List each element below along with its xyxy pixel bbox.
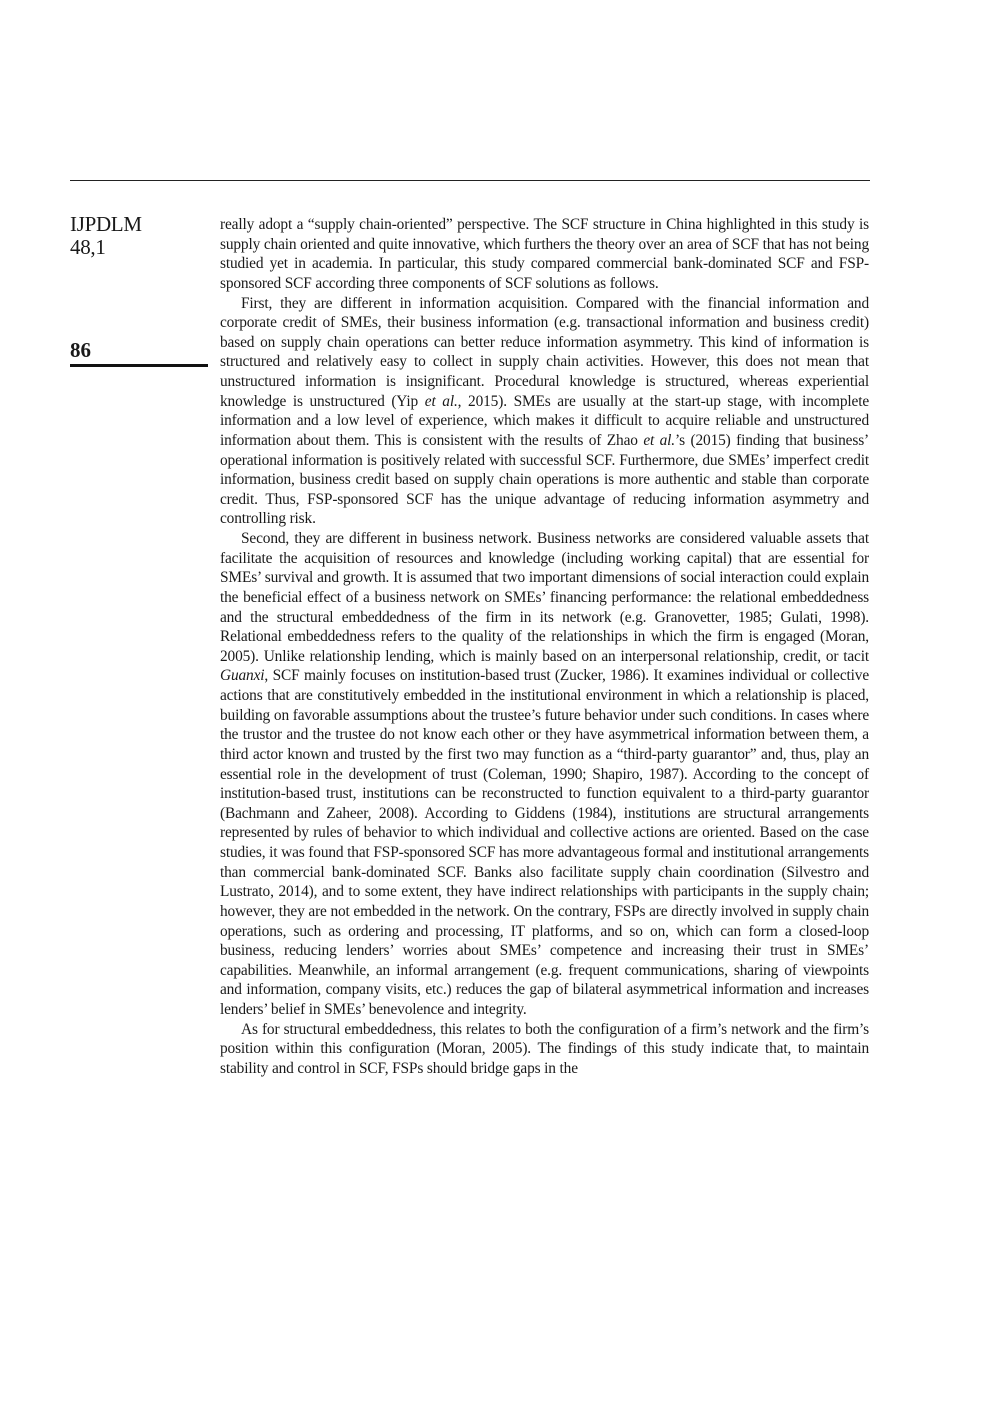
text-run: ’s (2015) finding that business’ operational information is positively related with successful SCF. Furthermore, due SMEs’ imperfect credit information, business credit based on supply chain operations is more authentic and stable than corporate credit. Thus, FSP-sponsored SCF has the unique advantage of reducing information asymmetry and controlling risk. bbox=[220, 431, 870, 528]
italic-run: et al. bbox=[424, 392, 458, 410]
paragraph-1 bbox=[220, 215, 869, 294]
page-number-rule bbox=[70, 364, 208, 367]
paragraph-3 bbox=[220, 529, 869, 1020]
text-run: really adopt a “supply chain-oriented” perspective. The SCF structure in China highlighted in this study is supply chain oriented and quite innovative, which furthers the theory over an area of SCF that has not being studied yet in academia. In particular, this study compared commercial bank-dominated SCF and FSP-sponsored SCF according three components of SCF solutions as follows. bbox=[220, 216, 869, 292]
paragraph-4 bbox=[220, 1020, 869, 1079]
page-number: 86 bbox=[70, 338, 91, 362]
text-run: As for structural embeddedness, this relates to both the configuration of a firm’s network and the firm’s position within this configuration (Moran, 2005). The findings of this study indicate that, to maintain stability and control in SCF, FSPs should bridge gaps in the bbox=[220, 1020, 869, 1077]
text-run: First, they are different in information acquisition. Compared with the financial information and corporate credit of SMEs, their business information (e.g. transactional information and business credit) based on supply chain operations can better reduce information asymmetry. This kind of information is structured and relatively easy to collect in supply chain activities. However, this does not mean that unstructured information is insignificant. Procedural knowledge is structured, whereas experiential knowledge is unstructured (Yip bbox=[220, 294, 869, 410]
italic-run: Guanxi bbox=[220, 667, 265, 685]
volume-issue: 48,1 bbox=[70, 235, 106, 259]
text-run: Second, they are different in business network. Business networks are considered valuable assets that facilitate the acquisition of resources and knowledge (including working capital) that are essential for SMEs’ survival and growth. It is assumed that two important dimensions of social interaction could explain the beneficial effect of a business network on SMEs’ financing performance: the relational embeddedness and the structural embeddedness of the firm in its network (e.g. Granovetter, 1985; Gulati, 1998). Relational embeddedness refers to the quality of the relationships in which the firm is engaged (Moran, 2005). Unlike relationship lending, which is mainly based on an interpersonal relationship, credit, or tacit bbox=[220, 530, 869, 665]
header-rule bbox=[70, 180, 870, 181]
journal-info bbox=[70, 213, 142, 259]
italic-run: et al. bbox=[643, 431, 676, 449]
text-run: , SCF mainly focuses on institution-based trust (Zucker, 1986). It examines individual or collective actions that are constitutively embedded in the institutional environment in which a relationship is placed, building on favorable assumptions about the trustee’s future behavior under such conditions. In cases where the trustor and the trustee do not know each other or they have asymmetrical information between them, a third actor known and trusted by the first two may function as a “third-party guarantor” and, thus, play an essential role in the development of trust (Coleman, 1990; Shapiro, 1987). According to the concept of institution-based trust, institutions can be reconstructed to function equivalent to a third-party guarantor (Bachmann and Zaheer, 2008). According to Giddens (1984), institutions are structural arrangements represented by rules of behavior to which individual and collective actions are oriented. Based on the case studies, it was found that FSP-sponsored SCF has more advantageous formal and institutional arrangements than commercial bank-dominated SCF. Banks also facilitate supply chain coordination (Silvestro and Lustrato, 2014), and to some extent, they have indirect relationships with participants in the supply chain; however, they are not embedded in the network. On the contrary, FSPs are directly involved in supply chain operations, such as ordering and processing, IT platforms, and so on, which can form a closed-loop business, reducing lenders’ worries about SMEs’ competence and increasing their trust in SMEs’ capabilities. Meanwhile, an informal arrangement (e.g. frequent communications, sharing of viewpoints and information, company visits, etc.) reduces the gap of bilateral asymmetrical information and increases lenders’ belief in SMEs’ benevolence and integrity. bbox=[220, 667, 869, 1018]
paragraph-2 bbox=[220, 294, 869, 530]
text-run: , 2015). SMEs are usually at the start-up stage, with incomplete information and a low level of experience, which makes it difficult to acquire reliable and unstructured information about them. This is consistent with the results of Zhao bbox=[220, 392, 870, 449]
article-body bbox=[220, 215, 869, 1079]
journal-name: IJPDLM bbox=[70, 212, 142, 236]
